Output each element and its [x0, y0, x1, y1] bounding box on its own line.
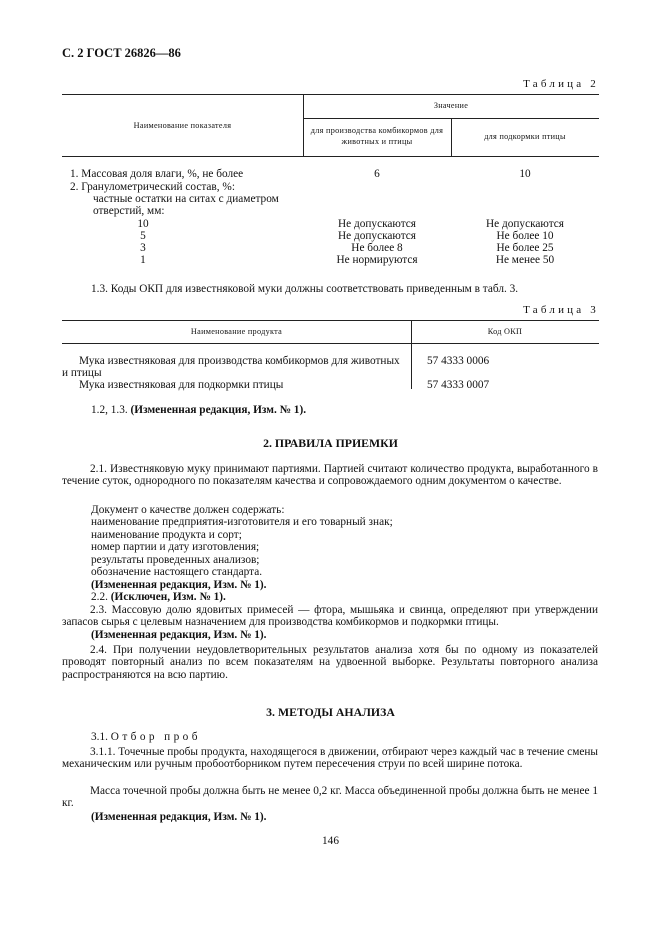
- doc-line: результаты проведенных анализов;: [91, 554, 260, 566]
- table2-row-name: 5: [140, 230, 146, 242]
- table2-cell-poultry: 10: [519, 168, 531, 180]
- table2-row-name: 1: [140, 254, 146, 266]
- table3-row-name-cont: и птицы: [62, 367, 102, 379]
- section-3-title: 3. МЕТОДЫ АНАЛИЗА: [266, 705, 395, 719]
- table3-col-code: Код ОКП: [487, 327, 523, 336]
- doc-line: номер партии и дату изготовления;: [91, 541, 260, 553]
- table3-row-code: 57 4333 0007: [427, 379, 490, 391]
- edit-note-3-1: (Измененная редакция, Изм. № 1).: [91, 811, 267, 823]
- doc-line: Документ о качестве должен содержать:: [91, 504, 285, 516]
- edit-note-1-2-1-3: [91, 404, 306, 416]
- paragraph-3-1: [91, 731, 201, 743]
- doc-line: наименование продукта и сорт;: [91, 529, 242, 541]
- page-number: 146: [322, 835, 339, 847]
- table3-row-name: Мука известняковая для производства комбикормов для животных: [79, 355, 400, 367]
- paragraph-2-1: 2.1. Известняковую муку принимают партиями. Партией считают количество продукта, выработанного в течение суток, однородного по показателям качества и сопровождаемого одним документом о качестве.: [62, 463, 598, 488]
- paragraph-2-2-prefix: 2.2.: [91, 591, 111, 603]
- table2-col-indicator: Наименование показателя: [133, 121, 232, 130]
- table2-cell-feed: Не нормируются: [336, 254, 418, 266]
- paragraph-3-1-num: 3.1.: [91, 731, 111, 743]
- table2-row-name: 1. Массовая доля влаги, %, не более: [70, 168, 244, 180]
- table2-col-value: Значение: [433, 101, 469, 110]
- table2-top-rule: [62, 94, 599, 95]
- table2-cell-feed: Не более 8: [351, 242, 403, 254]
- table2-row-name: 10: [137, 218, 149, 230]
- table2-cell-feed: 6: [374, 168, 380, 180]
- paragraph-3-1-1: 3.1.1. Точечные пробы продукта, находящегося в движении, отбирают через каждый час в течение смены механическим или ручным пробоотборником путем пересечения струи по всей ширине потока.: [62, 746, 598, 771]
- paragraph-1-3: 1.3. Коды ОКП для известняковой муки должны соответствовать приведенным в табл. 3.: [91, 283, 519, 295]
- table2-row-name: отверстий, мм:: [93, 205, 165, 217]
- doc-line: обозначение настоящего стандарта.: [91, 566, 263, 578]
- table3-row-name: Мука известняковая для подкормки птицы: [79, 379, 284, 391]
- table3-header-rule: [62, 343, 599, 344]
- table3-caption: Таблица 3: [523, 304, 599, 316]
- edit-note-prefix: 1.2, 1.3.: [91, 404, 131, 416]
- table2-cell-poultry: Не более 10: [496, 230, 554, 242]
- doc-line: наименование предприятия-изготовителя и его товарный знак;: [91, 516, 393, 528]
- table3-col-product: Наименование продукта: [190, 327, 283, 336]
- table2-col-feed: для производства комбикормов для животных и птицы: [310, 126, 444, 146]
- table3-row-code: 57 4333 0006: [427, 355, 490, 367]
- table2-row-name: частные остатки на ситах с диаметром: [93, 193, 279, 205]
- table2-cell-poultry: Не более 25: [496, 242, 554, 254]
- table2-cell-feed: Не допускаются: [337, 218, 416, 230]
- paragraph-2-2: [91, 591, 226, 603]
- paragraph-mass: Масса точечной пробы должна быть не менее 0,2 кг. Масса объединенной пробы должна быть не менее 1 кг.: [62, 785, 598, 810]
- table2-row-name: 2. Гранулометрический состав, %:: [70, 181, 235, 193]
- table2-header-rule: [62, 156, 599, 157]
- table2-cell-poultry: Не менее 50: [495, 254, 555, 266]
- edit-note-2-3: (Измененная редакция, Изм. № 1).: [91, 629, 267, 641]
- page-header: С. 2 ГОСТ 26826—86: [62, 46, 181, 60]
- paragraph-2-2-bold: (Исключен, Изм. № 1).: [110, 591, 226, 603]
- table2-row-name: 3: [140, 242, 146, 254]
- paragraph-2-3: 2.3. Массовую долю ядовитых примесей — фтора, мышьяка и свинца, определяют при утверждении запасов сырья с целевым назначением для производства комбикормов и подкормки птицы.: [62, 604, 598, 629]
- table2-col-poultry: для подкормки птицы: [484, 132, 566, 141]
- table2-cell-feed: Не допускаются: [337, 230, 416, 242]
- table2-caption: Таблица 2: [523, 78, 599, 90]
- paragraph-3-1-title: Отбор проб: [110, 731, 201, 743]
- paragraph-2-4: 2.4. При получении неудовлетворительных результатов анализа хотя бы по одному из показателей проводят повторный анализ по всем показателям на удвоенной выборке. Результаты повторного анализа распространяются на всю партию.: [62, 644, 598, 681]
- table3-top-rule: [62, 320, 599, 321]
- edit-note-bold: (Измененная редакция, Изм. № 1).: [130, 404, 307, 416]
- section-2-title: 2. ПРАВИЛА ПРИЕМКИ: [263, 436, 398, 450]
- edit-note-2-1: (Измененная редакция, Изм. № 1).: [91, 579, 267, 591]
- table2-cell-poultry: Не допускаются: [485, 218, 564, 230]
